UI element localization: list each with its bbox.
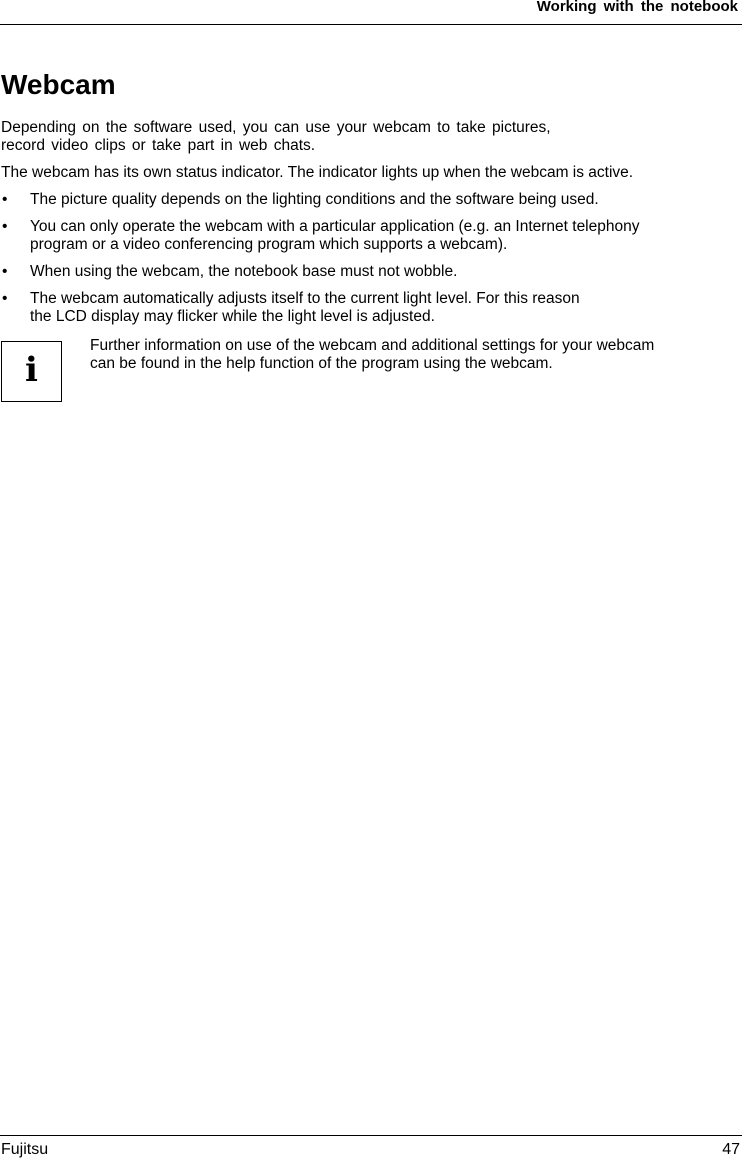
status-indicator-paragraph: The webcam has its own status indicator. The indicator lights up when the webcam is active. <box>1 164 634 181</box>
info-note-line-1: Further information on use of the webcam and additional settings for your webcam <box>90 337 655 354</box>
list-item <box>0 191 639 209</box>
info-icon <box>1 341 62 402</box>
bullet-text: the LCD display may flicker while the light level is adjusted. <box>30 308 435 325</box>
list-item <box>0 263 639 281</box>
bullet-marker: • <box>2 263 8 280</box>
bullet-marker: • <box>2 290 8 307</box>
header-divider <box>0 24 742 25</box>
bullet-text: program or a video conferencing program which supports a webcam). <box>30 236 508 253</box>
intro-paragraph <box>1 119 551 155</box>
bullet-text: When using the webcam, the notebook base must not wobble. <box>30 263 458 280</box>
intro-line-2: record video clips or take part in web chats. <box>1 137 316 154</box>
section-title: Webcam <box>1 69 116 100</box>
bullet-list <box>0 191 639 335</box>
intro-line-1: Depending on the software used, you can use your webcam to take pictures, <box>1 119 551 136</box>
bullet-text: The picture quality depends on the lighting conditions and the software being used. <box>30 191 599 208</box>
list-item <box>0 218 639 254</box>
bullet-text: The webcam automatically adjusts itself to the current light level. For this reason <box>30 290 580 307</box>
running-header: Working with the notebook <box>536 0 738 15</box>
footer-brand: Fujitsu <box>1 1141 49 1158</box>
page-number: 47 <box>722 1141 740 1158</box>
info-note-line-2: can be found in the help function of the program using the webcam. <box>90 355 553 372</box>
info-glyph: i <box>25 350 38 390</box>
list-item <box>0 290 639 326</box>
info-note <box>90 337 654 373</box>
footer-divider <box>0 1135 742 1136</box>
bullet-text: You can only operate the webcam with a particular application (e.g. an Internet telephony <box>30 218 640 235</box>
bullet-marker: • <box>2 191 8 208</box>
bullet-marker: • <box>2 218 8 235</box>
